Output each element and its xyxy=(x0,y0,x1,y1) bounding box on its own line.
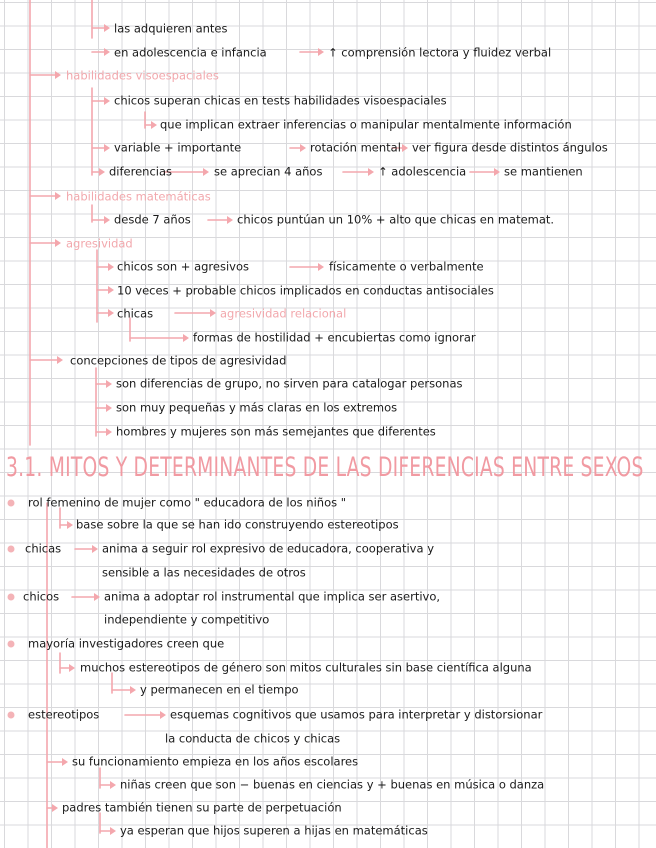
note-line: mayoría investigadores creen que xyxy=(28,636,225,651)
note-line: padres también tienen su parte de perpetuación xyxy=(62,800,342,815)
note-line: chicos puntúan un 10% + alto que chicas en matemat. xyxy=(237,212,555,227)
note-line: y permanecen en el tiempo xyxy=(140,682,299,697)
note-line: hombres y mujeres son más semejantes que diferentes xyxy=(116,424,436,439)
note-line: base sobre la que se han ido construyendo estereotipos xyxy=(76,517,399,532)
note-line: chicas xyxy=(25,541,62,556)
subheading: agresividad xyxy=(66,236,133,251)
note-line: chicos son + agresivos xyxy=(117,259,249,274)
note-line: anima a seguir rol expresivo de educadora, cooperativa y xyxy=(102,541,434,556)
section-title: 3.1. MITOS Y DETERMINANTES DE LAS DIFERENCIAS ENTRE SEXOS xyxy=(6,452,644,483)
note-line: 10 veces + probable chicos implicados en conductas antisociales xyxy=(117,283,494,298)
note-line: chicos xyxy=(23,589,60,604)
note-line: chicos superan chicas en tests habilidades visoespaciales xyxy=(114,93,447,108)
note-line: independiente y competitivo xyxy=(104,612,270,627)
note-line: concepciones de tipos de agresividad xyxy=(70,353,287,368)
note-line: niñas creen que son − buenas en ciencias y + buenas en música o danza xyxy=(120,777,545,792)
subheading: habilidades visoespaciales xyxy=(66,68,219,83)
note-line: ver figura desde distintos ángulos xyxy=(412,140,608,155)
note-line: físicamente o verbalmente xyxy=(329,259,484,274)
note-line: muchos estereotipos de género son mitos culturales sin base científica alguna xyxy=(80,660,532,675)
note-line: son diferencias de grupo, no sirven para catalogar personas xyxy=(116,376,463,391)
note-line: rol femenino de mujer como " educadora de los niños " xyxy=(28,495,347,510)
note-line: diferencias xyxy=(109,164,173,179)
note-line: esquemas cognitivos que usamos para interpretar y distorsionar xyxy=(170,707,543,722)
note-line: ↑ adolescencia xyxy=(378,164,467,179)
note-line: se aprecian 4 años xyxy=(214,164,323,179)
note-line: en adolescencia e infancia xyxy=(114,45,267,60)
note-line: se mantienen xyxy=(504,164,583,179)
note-line: sensible a las necesidades de otros xyxy=(102,565,306,580)
note-line: anima a adoptar rol instrumental que implica ser asertivo, xyxy=(104,589,441,604)
note-line: ya esperan que hijos superen a hijas en matemáticas xyxy=(120,823,428,838)
note-line: su funcionamiento empieza en los años escolares xyxy=(72,754,359,769)
subheading: habilidades matemáticas xyxy=(66,189,211,204)
note-line: rotación mental xyxy=(310,140,401,155)
note-line: desde 7 años xyxy=(114,212,191,227)
note-line: estereotipos xyxy=(28,707,100,722)
note-line: variable + importante xyxy=(114,140,242,155)
note-line: las adquieren antes xyxy=(114,21,228,36)
note-line: chicas xyxy=(117,306,154,321)
note-line: que implican extraer inferencias o manipular mentalmente información xyxy=(160,117,572,132)
note-line: ↑ comprensión lectora y fluidez verbal xyxy=(328,45,552,60)
note-line: son muy pequeñas y más claras en los extremos xyxy=(116,400,398,415)
note-line: agresividad relacional xyxy=(220,306,347,321)
note-line: formas de hostilidad + encubiertas como ignorar xyxy=(193,330,476,345)
note-line: la conducta de chicos y chicas xyxy=(165,731,341,746)
